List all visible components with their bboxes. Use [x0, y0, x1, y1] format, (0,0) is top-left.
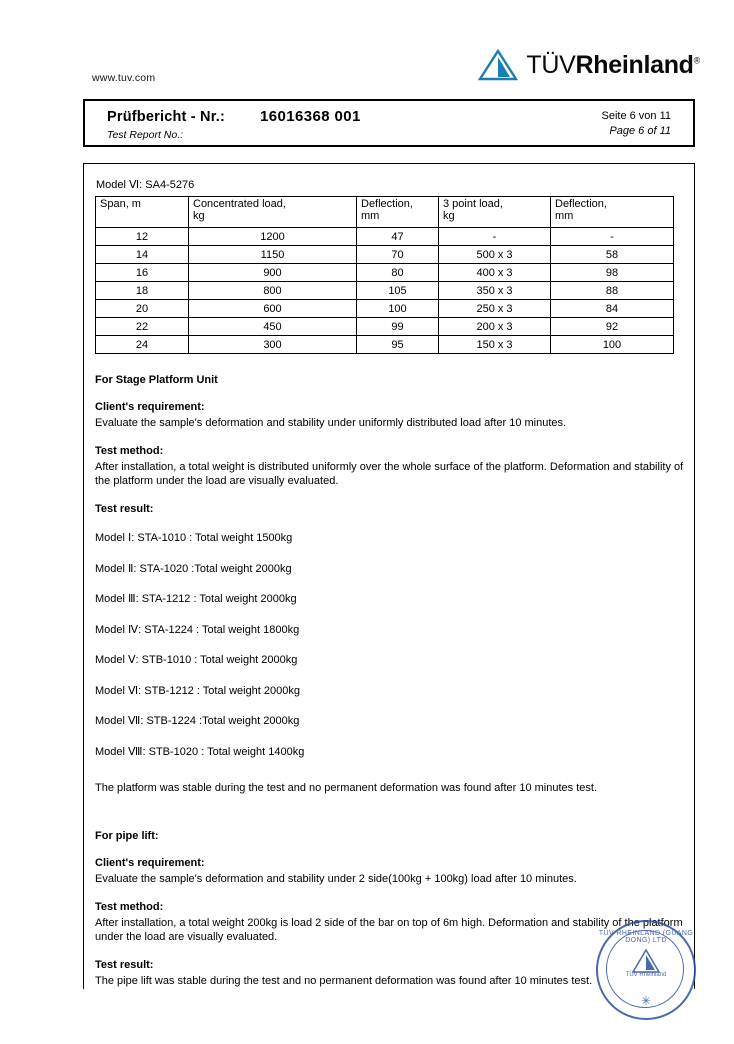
table-cell: 1150 [189, 246, 357, 264]
table-model-label: Model Ⅵ: SA4-5276 [96, 179, 195, 191]
pipe-test-result-text: The pipe lift was stable during the test and no permanent deformation was found after 10 minutes test. [95, 975, 593, 987]
table-cell: 24 [96, 336, 189, 354]
stage-conclusion-text: The platform was stable during the test and no permanent deformation was found after 10 minutes test. [95, 782, 598, 794]
table-cell: 14 [96, 246, 189, 264]
model-line: Model Ⅳ: STA-1224 : Total weight 1800kg [95, 623, 300, 636]
table-cell: 58 [551, 246, 674, 264]
report-label-de: Prüfbericht - Nr.: [107, 109, 225, 125]
table-cell: 200 x 3 [439, 318, 551, 336]
stamp-star-icon: ✳ [640, 994, 652, 1008]
table-row [96, 300, 674, 318]
table-cell: 250 x 3 [439, 300, 551, 318]
table-cell: 80 [357, 264, 439, 282]
table-cell: 22 [96, 318, 189, 336]
table-header-cell: Span, m [96, 197, 189, 228]
model-line: Model Ⅰ: STA-1010 : Total weight 1500kg [95, 532, 293, 544]
pipe-test-method-text: After installation, a total weight 200kg is load 2 side of the bar on top of 6m high. Deformation and stability of the platform under the load are visually evaluated. [95, 917, 683, 943]
table-cell: 900 [189, 264, 357, 282]
page-header [0, 40, 734, 100]
table-cell: 16 [96, 264, 189, 282]
table-cell: 800 [189, 282, 357, 300]
page-indicator-en: Page 6 of 11 [609, 125, 671, 137]
table-cell: 70 [357, 246, 439, 264]
stage-test-method-text: After installation, a total weight is distributed uniformly over the whole surface of the platform. Deformation and stability of the platform under the load are visually evaluated. [95, 461, 684, 487]
report-content [92, 178, 688, 988]
table-cell: 600 [189, 300, 357, 318]
table-cell: 105 [357, 282, 439, 300]
table-row [96, 264, 674, 282]
table-cell: 98 [551, 264, 674, 282]
table-cell: 1200 [189, 228, 357, 246]
stamp-mid-text: TÜV Rheinland [625, 972, 667, 978]
pipe-test-result-heading: Test result: [95, 959, 154, 971]
table-cell: 400 x 3 [439, 264, 551, 282]
stage-section-title: For Stage Platform Unit [95, 374, 218, 386]
table-cell: 150 x 3 [439, 336, 551, 354]
tuv-logo-tuv: TÜV [526, 50, 576, 79]
tuv-logo-rheinland: Rheinland [575, 50, 694, 79]
table-cell: 47 [357, 228, 439, 246]
model-line: Model Ⅱ: STA-1020 :Total weight 2000kg [95, 562, 292, 575]
tuv-rheinland-logo [477, 48, 700, 82]
stage-client-requirement-text: Evaluate the sample's deformation and stability under uniformly distributed load after 10 minutes. [95, 417, 567, 429]
table-cell: 100 [357, 300, 439, 318]
load-deflection-table [95, 196, 674, 354]
table-row [96, 228, 674, 246]
pipe-client-requirement-text: Evaluate the sample's deformation and stability under 2 side(100kg + 100kg) load after 10 minutes. [95, 873, 577, 885]
table-header-cell: Deflection, mm [551, 197, 674, 228]
table-cell: 12 [96, 228, 189, 246]
report-title-box [83, 99, 695, 147]
tuv-approval-stamp [596, 920, 696, 1020]
report-number: 16016368 001 [260, 108, 361, 125]
model-line: Model Ⅶ: STB-1224 :Total weight 2000kg [95, 715, 300, 727]
table-cell: 95 [357, 336, 439, 354]
table-header-cell: 3 point load, kg [439, 197, 551, 228]
table-cell: 350 x 3 [439, 282, 551, 300]
page-indicator-de: Seite 6 von 11 [601, 110, 671, 122]
stage-test-method-heading: Test method: [95, 445, 164, 457]
tuv-triangle-icon [477, 48, 519, 82]
pipe-section-title: For pipe lift: [95, 830, 159, 842]
table-row [96, 336, 674, 354]
stage-test-result-heading: Test result: [95, 503, 154, 515]
table-header-cell: Deflection, mm [357, 197, 439, 228]
table-cell: - [551, 228, 674, 246]
table-row [96, 282, 674, 300]
model-line: Model Ⅷ: STB-1020 : Total weight 1400kg [95, 745, 305, 758]
table-cell: - [439, 228, 551, 246]
table-cell: 20 [96, 300, 189, 318]
model-line: Model Ⅵ: STB-1212 : Total weight 2000kg [95, 684, 301, 697]
stamp-top-text: TÜV RHEINLAND (GUANG DONG) LTD [598, 930, 694, 944]
table-cell: 18 [96, 282, 189, 300]
table-cell: 88 [551, 282, 674, 300]
website-url: www.tuv.com [92, 72, 156, 84]
stage-client-requirement-heading: Client's requirement: [95, 401, 205, 413]
table-cell: 99 [357, 318, 439, 336]
report-label-en: Test Report No.: [107, 129, 184, 141]
pipe-client-requirement-heading: Client's requirement: [95, 857, 205, 869]
stage-model-list [92, 523, 688, 767]
table-header-row [96, 197, 674, 228]
table-cell: 92 [551, 318, 674, 336]
table-header-cell: Concentrated load, kg [189, 197, 357, 228]
table-cell: 84 [551, 300, 674, 318]
table-cell: 500 x 3 [439, 246, 551, 264]
pipe-test-method-heading: Test method: [95, 901, 164, 913]
tuv-logo-text [526, 51, 700, 80]
table-cell: 300 [189, 336, 357, 354]
model-line: Model Ⅴ: STB-1010 : Total weight 2000kg [95, 654, 298, 666]
model-line: Model Ⅲ: STA-1212 : Total weight 2000kg [95, 593, 297, 605]
table-row [96, 246, 674, 264]
section-spacer [92, 795, 688, 815]
table-cell: 100 [551, 336, 674, 354]
registered-icon: ® [693, 55, 700, 66]
table-row [96, 318, 674, 336]
table-cell: 450 [189, 318, 357, 336]
